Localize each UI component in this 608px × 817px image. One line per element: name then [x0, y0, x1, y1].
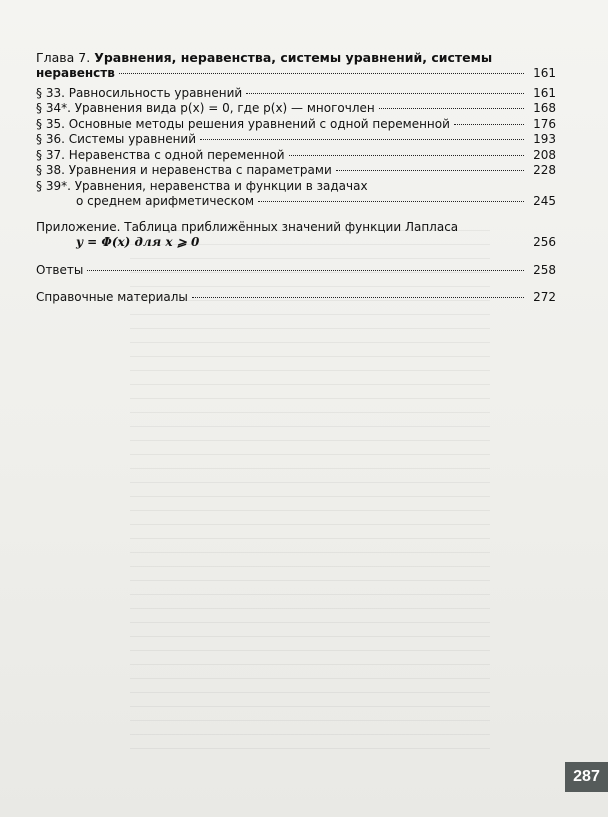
chapter-title-line1: Уравнения, неравенства, системы уравнений, системы: [94, 50, 493, 65]
toc-entry-section-38: [36, 163, 556, 179]
dot-leader: [119, 73, 524, 74]
reference-label: Справочные материалы: [36, 290, 188, 304]
appendix-page: 256: [533, 235, 556, 249]
toc-entry-answers: [36, 263, 556, 279]
toc-entry-reference: [36, 290, 556, 306]
toc-entry-appendix: [36, 235, 556, 251]
section-label: § 36. Системы уравнений: [36, 132, 197, 146]
chapter-title-line2: неравенств: [36, 66, 115, 80]
toc-entry-section-36: [36, 132, 556, 148]
page-number: 287: [565, 762, 608, 792]
chapter-prefix: Глава 7.: [36, 50, 95, 65]
section-39-line2: о среднем арифметическом: [76, 194, 255, 208]
table-of-contents: [36, 50, 556, 306]
toc-entry-section-33: [36, 86, 556, 102]
answers-page: 258: [533, 262, 556, 277]
dot-leader: [200, 139, 524, 140]
bleed-through-texture: [130, 230, 490, 750]
dot-leader: [336, 170, 524, 171]
section-page: 176: [533, 116, 556, 131]
chapter-heading: [36, 50, 556, 66]
toc-entry-section-35: [36, 117, 556, 133]
appendix-line1: Приложение. Таблица приближённых значений функции Лапласа: [36, 219, 459, 234]
section-label: § 35. Основные методы решения уравнений с одной переменной: [36, 116, 450, 131]
section-label: § 34*. Уравнения вида p(x) = 0, где p(x) — многочлен: [36, 101, 375, 115]
answers-label: Ответы: [36, 262, 84, 277]
dot-leader: [258, 201, 524, 202]
section-page: 228: [533, 163, 556, 177]
dot-leader: [454, 124, 524, 125]
dot-leader: [87, 270, 524, 271]
appendix-formula: y = Φ(x) для x ⩾ 0: [76, 235, 200, 249]
dot-leader: [192, 297, 524, 298]
section-page: 161: [533, 85, 556, 100]
reference-page: 272: [533, 290, 556, 304]
toc-entry-section-39: [36, 194, 556, 210]
dot-leader: [289, 155, 524, 156]
section-page: 193: [533, 132, 556, 146]
chapter-page: 161: [533, 66, 556, 80]
section-label: § 38. Уравнения и неравенства с параметрами: [36, 163, 332, 177]
section-39-line1: § 39*. Уравнения, неравенства и функции в задачах: [36, 178, 368, 193]
section-page: 245: [533, 194, 556, 208]
section-page: 208: [533, 147, 556, 162]
toc-entry-section-34: [36, 101, 556, 117]
dot-leader: [246, 93, 524, 94]
chapter-title-row: [36, 66, 556, 82]
section-label: § 33. Равносильность уравнений: [36, 85, 243, 100]
section-label: § 37. Неравенства с одной переменной: [36, 147, 285, 162]
toc-entry-section-37: [36, 148, 556, 164]
dot-leader: [379, 108, 524, 109]
section-page: 168: [533, 101, 556, 115]
